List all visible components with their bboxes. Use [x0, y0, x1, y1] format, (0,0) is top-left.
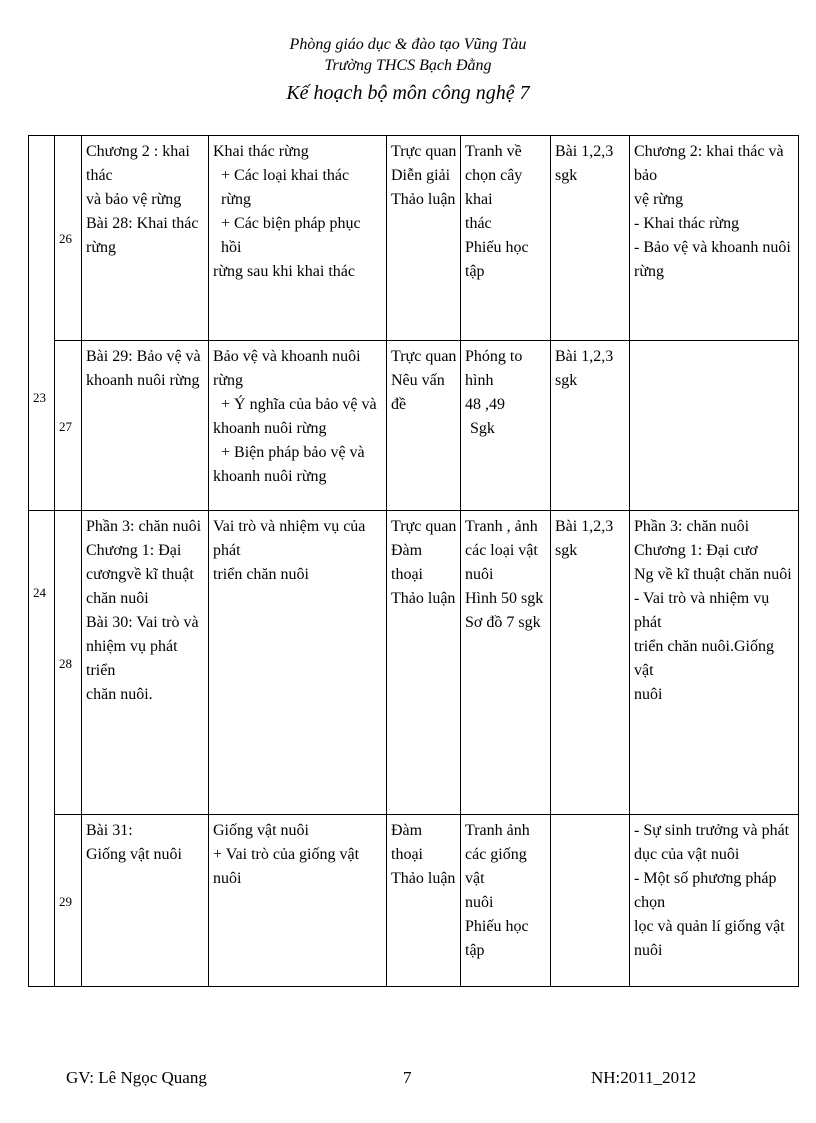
- method-cell: [387, 815, 461, 987]
- notes-cell: [630, 511, 799, 815]
- knowledge-cell: [209, 511, 387, 815]
- knowledge-cell: [209, 341, 387, 511]
- notes-line: Ng về kĩ thuật chăn nuôi: [634, 566, 792, 583]
- materials-line: các giống vật: [465, 846, 527, 887]
- method-line: Trực quan: [391, 348, 457, 365]
- lesson-number-cell: 27: [55, 341, 82, 511]
- content-line: rừng: [86, 239, 116, 256]
- method-line: Đàm thoại: [391, 542, 423, 583]
- materials-line: Sơ đồ 7 sgk: [465, 614, 541, 631]
- lesson-plan-table: [28, 135, 799, 987]
- materials-line: thác: [465, 215, 492, 232]
- content-line: Chương 1: Đại: [86, 542, 182, 559]
- page-number: 7: [403, 1068, 412, 1087]
- exercises-line: sgk: [555, 542, 578, 559]
- knowledge-line: + Các loại khai thác rừng: [221, 167, 350, 208]
- content-line: Bài 29: Bảo vệ và: [86, 348, 201, 365]
- knowledge-line: Bảo vệ và khoanh nuôi rừng: [213, 348, 361, 389]
- content-line: Bài 28: Khai thác: [86, 215, 199, 232]
- exercises-cell: [551, 136, 630, 341]
- content-line: và bảo vệ rừng: [86, 191, 182, 208]
- method-line: Trực quan: [391, 143, 457, 160]
- notes-line: nuôi: [634, 686, 663, 703]
- knowledge-line: Giống vật nuôi: [213, 822, 309, 839]
- content-line: khoanh nuôi rừng: [86, 372, 200, 389]
- notes-line: lọc và quản lí giống vật: [634, 918, 785, 935]
- notes-line: Chương 2: khai thác và bảo: [634, 143, 784, 184]
- exercises-line: Bài 1,2,3: [555, 348, 614, 365]
- content-line: Chương 2 : khai thác: [86, 143, 190, 184]
- method-line: Thảo luận: [391, 191, 456, 208]
- notes-line: rừng: [634, 263, 664, 280]
- notes-cell: [630, 341, 799, 511]
- method-line: Thảo luận: [391, 870, 456, 887]
- knowledge-line: khoanh nuôi rừng: [213, 468, 327, 485]
- method-cell: [387, 341, 461, 511]
- lesson-number-cell: 26: [55, 136, 82, 341]
- content-line: nhiệm vụ phát triển: [86, 638, 178, 679]
- exercises-line: sgk: [555, 372, 578, 389]
- method-cell: [387, 511, 461, 815]
- exercises-line: Bài 1,2,3: [555, 518, 614, 535]
- notes-line: - Bảo vệ và khoanh nuôi: [634, 239, 791, 256]
- materials-line: Tranh , ảnh: [465, 518, 538, 535]
- table-row: [29, 511, 799, 815]
- notes-line: - Vai trò và nhiệm vụ phát: [634, 590, 770, 631]
- exercises-cell: [551, 511, 630, 815]
- notes-line: vệ rừng: [634, 191, 684, 208]
- materials-cell: [461, 815, 551, 987]
- school-name: Trường THCS Bạch Đằng: [324, 57, 492, 74]
- content-cell: [82, 815, 209, 987]
- exercises-cell: [551, 341, 630, 511]
- knowledge-line: rừng sau khi khai thác: [213, 263, 355, 280]
- notes-line: Chương 1: Đại cươ: [634, 542, 758, 559]
- school-year: NH:2011_2012: [591, 1068, 697, 1087]
- week-cell: 24: [29, 511, 55, 987]
- document-title: Kế hoạch bộ môn công nghệ 7: [286, 82, 530, 104]
- notes-line: dục của vật nuôi: [634, 846, 740, 863]
- materials-line: Phiếu học tập: [465, 239, 529, 280]
- materials-cell: [461, 511, 551, 815]
- knowledge-line: + Các biện pháp phục hồi: [221, 215, 361, 256]
- exercises-cell: [551, 815, 630, 987]
- materials-line: Hình 50 sgk: [465, 590, 544, 607]
- materials-line: Sgk: [470, 420, 495, 437]
- method-line: Diễn giải: [391, 167, 451, 184]
- method-line: Nêu vấn: [391, 372, 445, 389]
- notes-line: Phần 3: chăn nuôi: [634, 518, 750, 535]
- table-row: [29, 341, 799, 511]
- knowledge-line: + Biện pháp bảo vệ và: [221, 444, 365, 461]
- exercises-line: Bài 1,2,3: [555, 143, 614, 160]
- materials-line: Tranh về: [465, 143, 522, 160]
- knowledge-line: Khai thác rừng: [213, 143, 309, 160]
- content-line: Phần 3: chăn nuôi: [86, 518, 202, 535]
- knowledge-line: + Ý nghĩa của bảo vệ và: [221, 396, 377, 413]
- content-line: Bài 30: Vai trò và: [86, 614, 199, 631]
- notes-cell: [630, 136, 799, 341]
- notes-line: nuôi: [634, 942, 663, 959]
- materials-line: Tranh ảnh: [465, 822, 530, 839]
- table-row: [29, 815, 799, 987]
- notes-line: - Khai thác rừng: [634, 215, 740, 232]
- method-line: Thảo luận: [391, 590, 456, 607]
- content-cell: [82, 341, 209, 511]
- notes-line: - Sự sinh trưởng và phát: [634, 822, 790, 839]
- content-line: chăn nuôi: [86, 590, 149, 607]
- materials-line: các loại vật: [465, 542, 538, 559]
- notes-cell: [630, 815, 799, 987]
- materials-line: 48 ,49: [465, 396, 505, 413]
- exercises-line: sgk: [555, 167, 578, 184]
- knowledge-line: Vai trò và nhiệm vụ của phát: [213, 518, 366, 559]
- method-line: Đàm thoại: [391, 822, 423, 863]
- materials-line: Phiếu học tập: [465, 918, 529, 959]
- content-line: Bài 31:: [86, 822, 133, 839]
- notes-line: triển chăn nuôi.Giống vật: [634, 638, 774, 679]
- week-cell: 23: [29, 136, 55, 511]
- knowledge-line: + Vai trò của giống vật nuôi: [213, 846, 360, 887]
- knowledge-cell: [209, 815, 387, 987]
- materials-cell: [461, 341, 551, 511]
- materials-line: chọn cây khai: [465, 167, 523, 208]
- materials-cell: [461, 136, 551, 341]
- materials-line: nuôi: [465, 566, 494, 583]
- teacher-name: GV: Lê Ngọc Quang: [66, 1068, 207, 1087]
- notes-line: - Một số phương pháp chọn: [634, 870, 777, 911]
- materials-line: nuôi: [465, 894, 494, 911]
- content-cell: [82, 511, 209, 815]
- table-row: [29, 136, 799, 341]
- content-cell: [82, 136, 209, 341]
- knowledge-cell: [209, 136, 387, 341]
- knowledge-line: khoanh nuôi rừng: [213, 420, 327, 437]
- lesson-number-cell: 28: [55, 511, 82, 815]
- materials-line: Phóng to hình: [465, 348, 523, 389]
- method-cell: [387, 136, 461, 341]
- lesson-number-cell: 29: [55, 815, 82, 987]
- content-line: chăn nuôi.: [86, 686, 153, 703]
- content-line: cươngvề kĩ thuật: [86, 566, 194, 583]
- content-line: Giống vật nuôi: [86, 846, 182, 863]
- department-name: Phòng giáo dục & đào tạo Vũng Tàu: [289, 36, 527, 53]
- method-line: Trực quan: [391, 518, 457, 535]
- document-header: [0, 34, 816, 108]
- method-line: đề: [391, 396, 407, 413]
- knowledge-line: triển chăn nuôi: [213, 566, 309, 583]
